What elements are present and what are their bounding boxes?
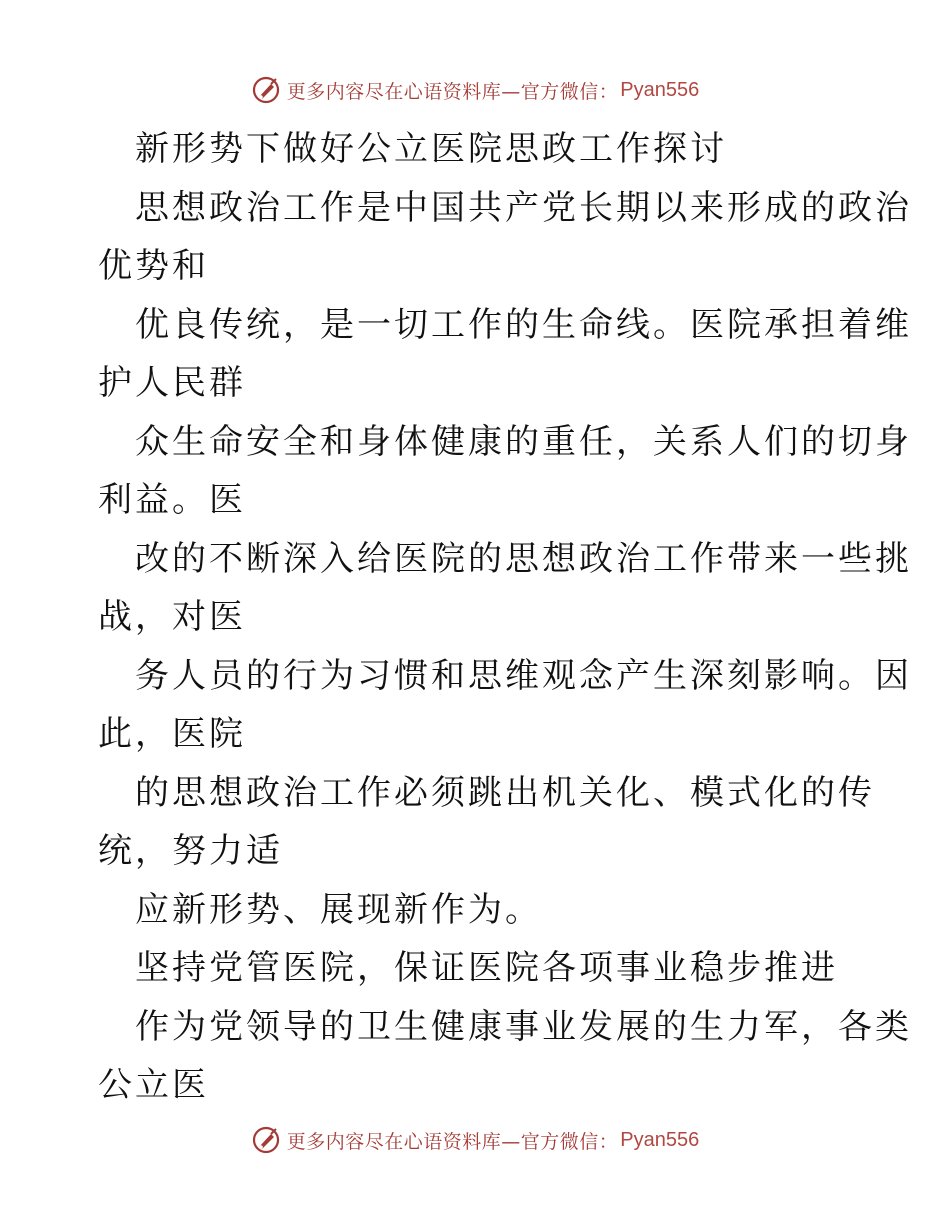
paragraph-line: 公立医 <box>98 1065 209 1105</box>
document-title: 新形势下做好公立医院思政工作探讨 <box>135 129 727 169</box>
paragraph-line: 优势和 <box>98 246 209 286</box>
document-body <box>98 120 912 1115</box>
header-banner <box>0 72 950 108</box>
footer-banner <box>0 1122 950 1158</box>
section-heading: 坚持党管医院，保证医院各项事业稳步推进 <box>135 948 838 988</box>
paragraph-line: 思想政治工作是中国共产党长期以来形成的政治 <box>135 187 912 228</box>
paragraph-line: 应新形势、展现新作为。 <box>135 889 542 930</box>
quill-logo-icon <box>251 1125 281 1155</box>
paragraph-line: 统，努力适 <box>98 831 283 871</box>
banner-wechat-id: Pyan556 <box>620 1128 700 1151</box>
paragraph-line: 的思想政治工作必须跳出机关化、模式化的传 <box>135 772 875 813</box>
paragraph-line: 护人民群 <box>98 363 246 403</box>
banner-text: 更多内容尽在心语资料库—官方微信： <box>286 80 619 103</box>
paragraph-line: 优良传统，是一切工作的生命线。医院承担着维 <box>135 304 912 345</box>
paragraph-line: 利益。医 <box>98 480 246 520</box>
quill-logo-icon <box>251 75 281 105</box>
paragraph-line: 众生命安全和身体健康的重任，关系人们的切身 <box>135 421 912 462</box>
banner-text: 更多内容尽在心语资料库—官方微信： <box>286 1130 619 1153</box>
paragraph-line: 战，对医 <box>98 597 246 637</box>
paragraph-line: 此，医院 <box>98 714 246 754</box>
paragraph-line: 改的不断深入给医院的思想政治工作带来一些挑 <box>135 538 912 579</box>
paragraph-line: 务人员的行为习惯和思维观念产生深刻影响。因 <box>135 655 912 696</box>
banner-wechat-id: Pyan556 <box>620 78 700 101</box>
paragraph-line: 作为党领导的卫生健康事业发展的生力军，各类 <box>135 1006 912 1047</box>
